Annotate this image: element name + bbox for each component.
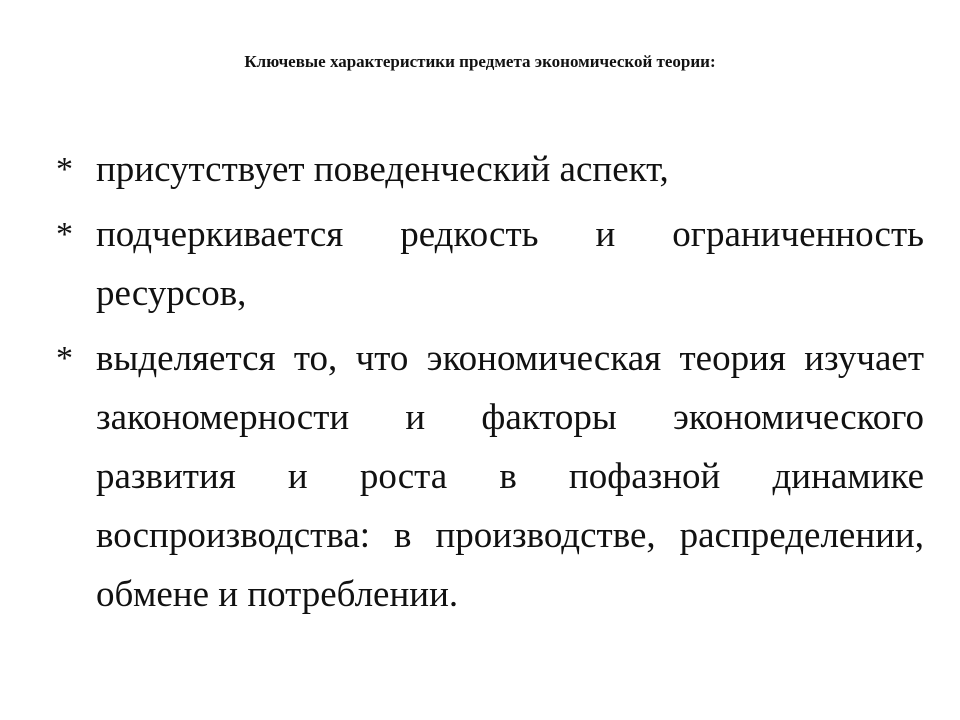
bullet-item-2 xyxy=(50,205,924,323)
bullet-text: выделяется то, что экономическая теория изучает закономерности и факторы экономического развития и роста в пофазной динамике воспроизводства: в производстве, распределении, обмене и потреблении. xyxy=(96,338,924,615)
asterisk-bullet-icon: * xyxy=(56,216,73,253)
bullet-item-3 xyxy=(50,329,924,624)
asterisk-bullet-icon: * xyxy=(56,340,73,377)
slide-title: Ключевые характеристики предмета экономической теории: xyxy=(244,52,716,71)
bullet-text: присутствует поведенческий аспект, xyxy=(96,149,669,190)
bullet-item-1 xyxy=(50,140,924,199)
bullet-list xyxy=(50,140,924,630)
bullet-text: подчеркивается редкость и ограниченность ресурсов, xyxy=(96,214,924,314)
asterisk-bullet-icon: * xyxy=(56,151,73,188)
